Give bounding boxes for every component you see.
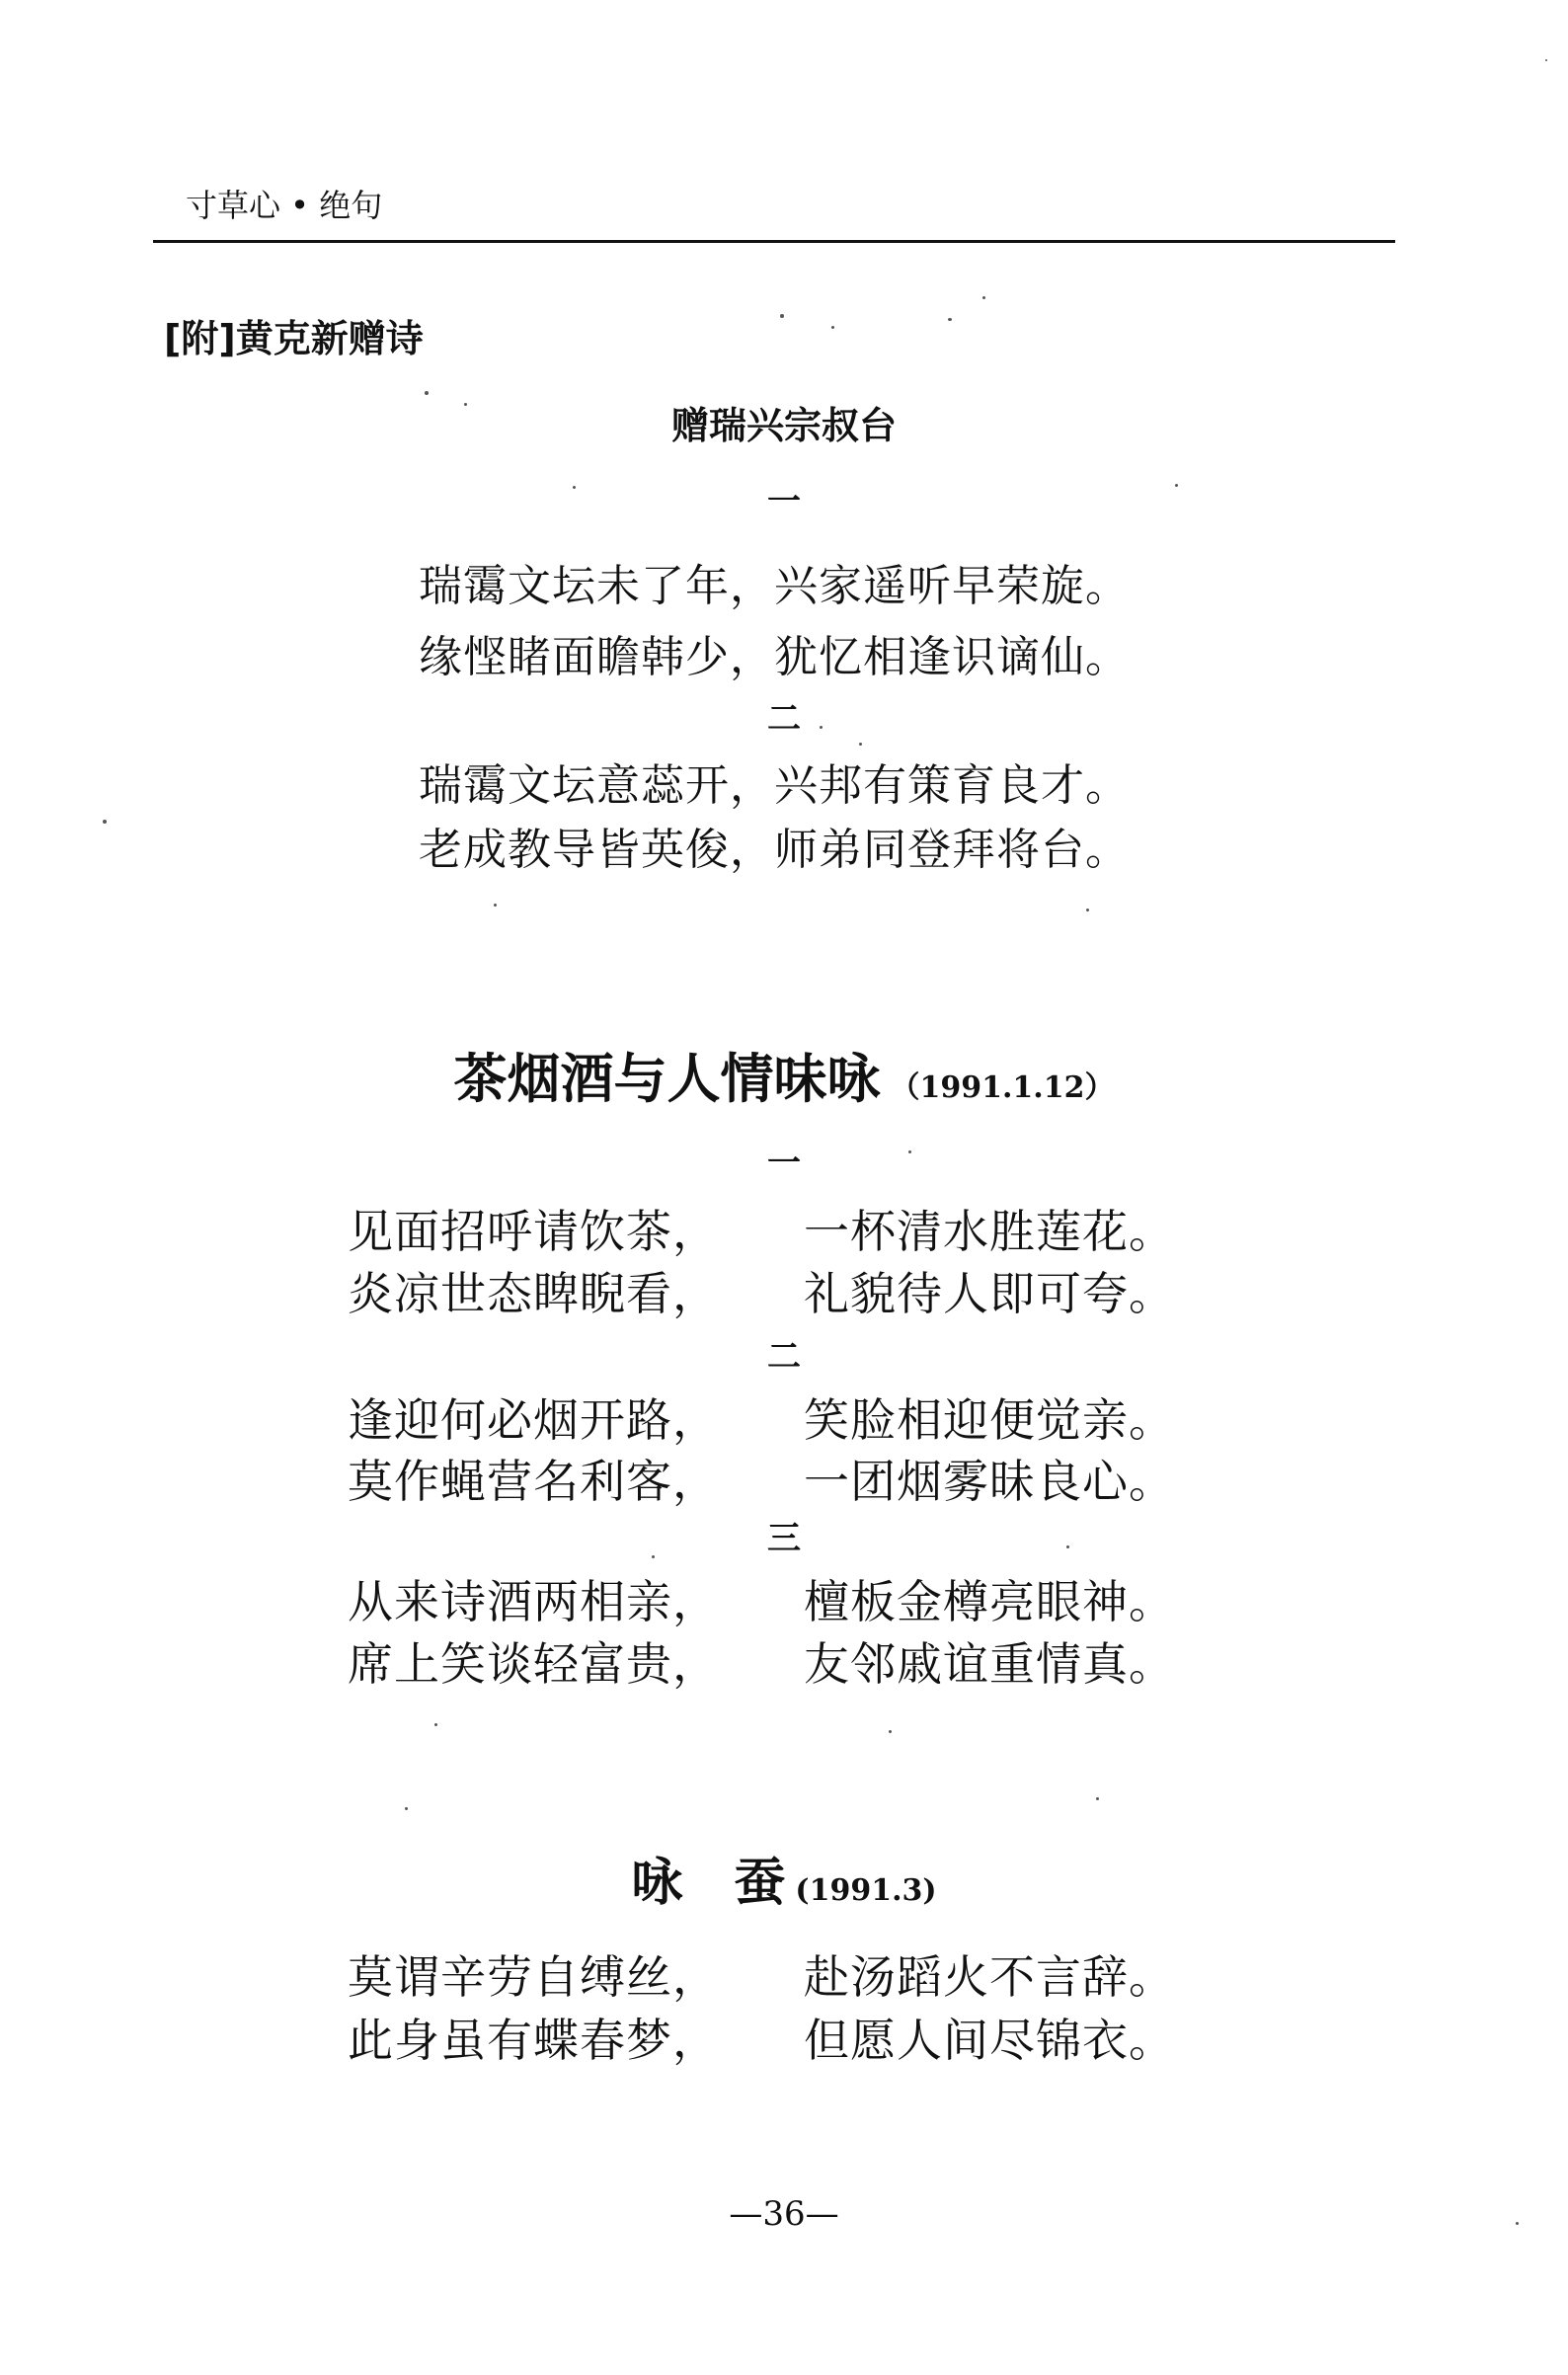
couplet-right: 一杯清水胜莲花。	[804, 1205, 1175, 1258]
poem-title-text: 茶烟酒与人情味咏	[453, 1048, 881, 1110]
appendix-poem-title: 赠瑞兴宗叔台	[670, 404, 897, 447]
poem-title-silkworm	[0, 1851, 1568, 1924]
couplet-right: 赴汤蹈火不言辞。	[804, 1950, 1175, 2004]
poem-line: 老成教导皆英俊，师弟同登拜将台。	[419, 825, 1130, 875]
couplet-right: 礼貌待人即可夸。	[804, 1267, 1175, 1320]
running-header: 寸草心 • 绝句	[186, 187, 383, 224]
couplet-left: 见面招呼请饮茶，	[348, 1205, 719, 1258]
couplet-left: 逢迎何必烟开路，	[348, 1393, 719, 1447]
appendix-label: [附]黄克新赠诗	[164, 317, 424, 360]
couplet-left: 莫谓辛劳自缚丝，	[348, 1950, 719, 2004]
couplet-left: 此身虽有蝶春梦，	[348, 2014, 719, 2067]
section-numeral: 一	[767, 1144, 801, 1183]
poem-title-text: 咏 蚕	[631, 1854, 786, 1913]
section-numeral: 三	[767, 1519, 801, 1558]
couplet-right: 檀板金樽亮眼神。	[804, 1575, 1175, 1628]
header-rule	[153, 240, 1395, 243]
page-number: —36—	[729, 2194, 839, 2234]
poem-line: 瑞霭文坛意蕊开，兴邦有策育良才。	[419, 760, 1130, 811]
poem-date: （1991.1.12）	[890, 1070, 1115, 1105]
couplet-left: 席上笑谈轻富贵，	[348, 1637, 719, 1691]
section-numeral: 二	[767, 1337, 801, 1377]
couplet-left: 从来诗酒两相亲，	[348, 1575, 719, 1628]
couplet-left: 炎凉世态睥睨看，	[348, 1267, 719, 1320]
poem-title-tea	[0, 1047, 1568, 1121]
couplet-right: 但愿人间尽锦衣。	[804, 2014, 1175, 2067]
section-numeral: 一	[767, 482, 801, 521]
couplet-right: 友邻戚谊重情真。	[804, 1637, 1175, 1691]
section-numeral: 二	[767, 699, 801, 739]
poem-line: 瑞霭文坛未了年，兴家遥听早荣旋。	[419, 561, 1130, 611]
couplet-left: 莫作蝇营名利客，	[348, 1455, 719, 1508]
couplet-right: 一团烟雾昧良心。	[804, 1455, 1175, 1508]
poem-line: 缘悭睹面瞻韩少，犹忆相逢识谪仙。	[419, 632, 1130, 682]
couplet-right: 笑脸相迎便觉亲。	[804, 1393, 1175, 1447]
poem-date: (1991.3)	[795, 1873, 937, 1908]
